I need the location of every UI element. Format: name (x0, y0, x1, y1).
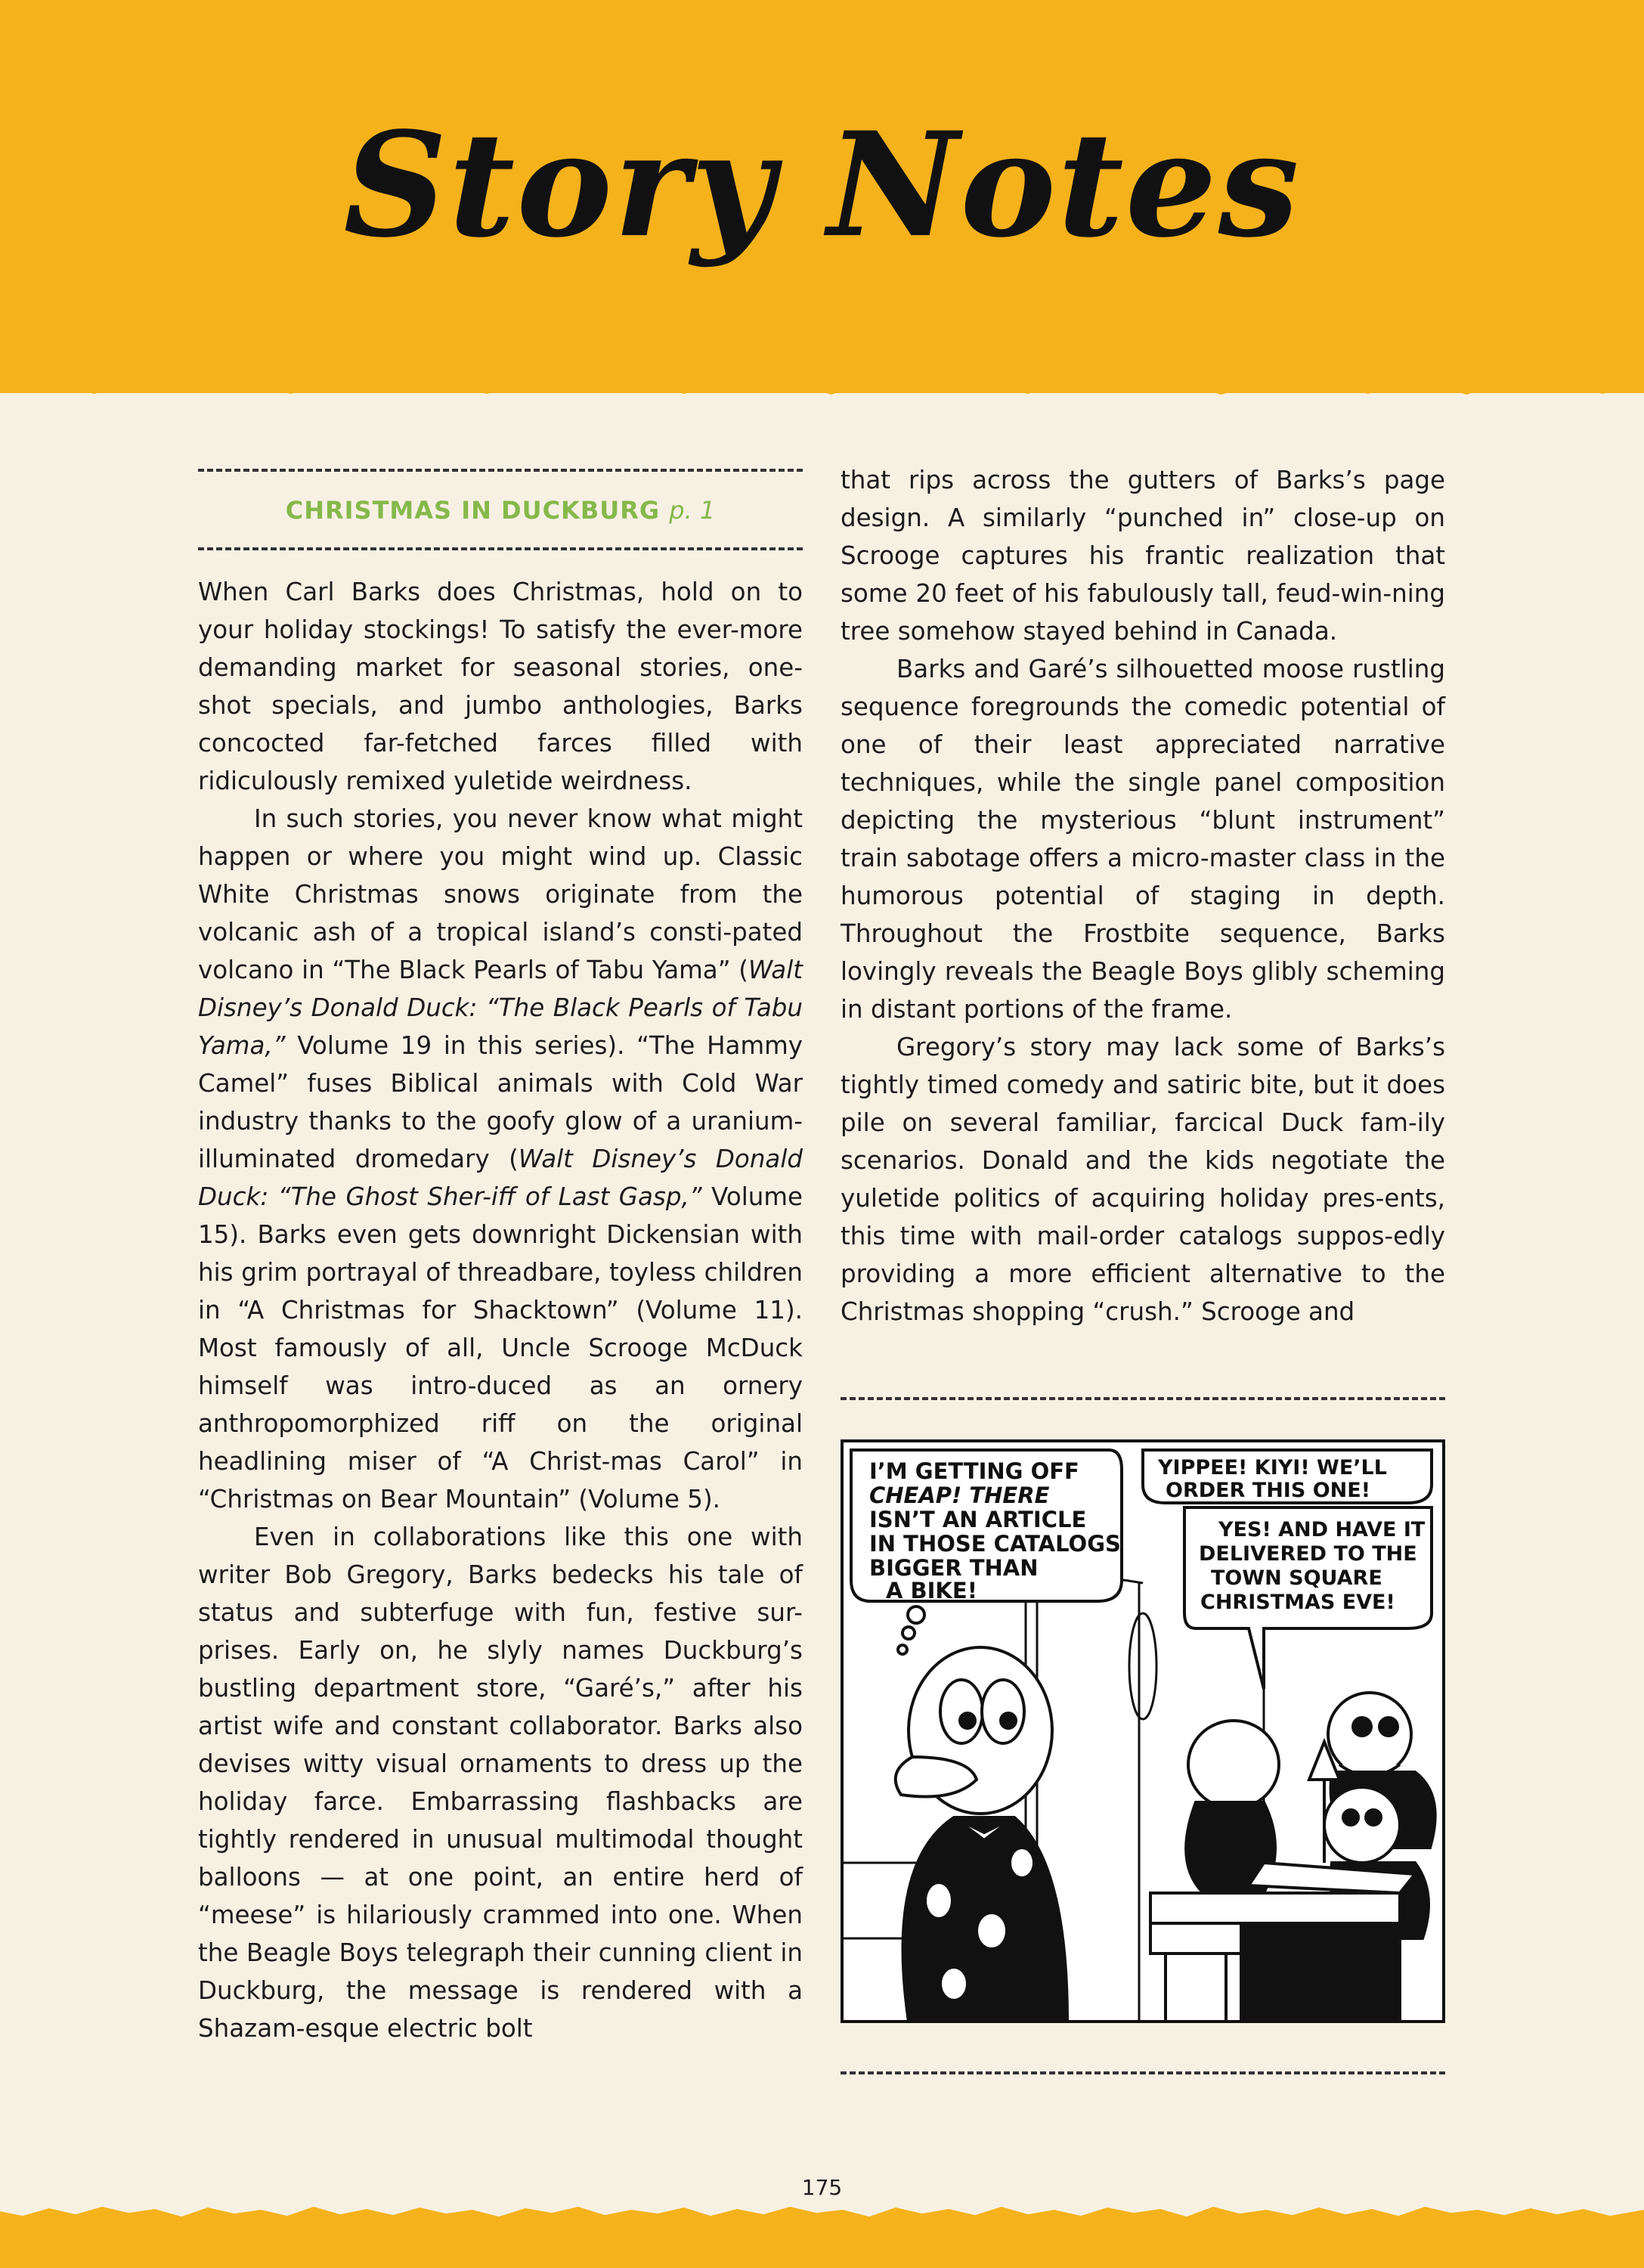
paragraph: In such stories, you never know what might happen or where you might wind up. Classic White Christmas snows originate from the volcanic ash of a tropical island’s consti-pated volcano in “The Black Pearls of Tabu Yama” (Walt Disney’s Donald Duck: “The Black Pearls of Tabu Yama,” Volume 19 in this series). “The Hammy Camel” fuses Biblical animals with Cold War industry thanks to the goofy glow of a uranium-illuminated dromedary (Walt Disney’s Donald Duck: “The Ghost Sher-iff of Last Gasp,” Volume 15). Barks even gets downright Dickensian with his grim portrayal of threadbare, toyless children in “A Christmas for Shacktown” (Volume 11). Most famously of all, Uncle Scrooge McDuck himself was intro-duced as an ornery anthropomorphized riff on the original headlining miser of “A Christ-mas Carol” in “Christmas on Bear Mountain” (Volume 5). (198, 804, 803, 1514)
section-heading (198, 472, 803, 547)
nephews-speech-line: ORDER THIS ONE! (1166, 1479, 1371, 1502)
nephews-speech-line: CHRISTMAS EVE! (1200, 1591, 1395, 1614)
donald-thought-line: I’M GETTING OFF (869, 1458, 1079, 1484)
page-title: Story Notes (343, 101, 1301, 269)
header-torn-edge (0, 344, 1644, 404)
nephews-speech-line: YES! AND HAVE IT (1218, 1518, 1426, 1541)
paragraph: Even in collaborations like this one with writer Bob Gregory, Barks bedecks his tale of status and subterfuge with fun, festive sur-prises. Early on, he slyly names Duckburg’s bustling department store, “Garé’s,” after his artist wife and constant collaborator. Barks also devises witty visual ornaments to dress up the holiday farce. Embarrassing flashbacks are tightly rendered in unusual multimodal thought balloons — at one point, an entire herd of “meese” is hilariously crammed into one. When the Beagle Boys telegraph their cunning client in Duckburg, the message is rendered with a Shazam-esque electric bolt (198, 1523, 803, 2043)
footer-band (0, 2219, 1644, 2268)
right-column (841, 461, 1445, 1331)
section-page-ref: p. 1 (669, 496, 716, 525)
donald-thought-line: A BIKE! (886, 1578, 977, 1603)
left-column (198, 469, 803, 2047)
nephews-speech-line: YIPPEE! KIYI! WE’LL (1158, 1456, 1387, 1479)
section-title: CHRISTMAS IN DUCKBURG (285, 496, 661, 525)
nephews-speech-line: TOWN SQUARE (1211, 1566, 1382, 1590)
donald-thought-line: BIGGER THAN (869, 1555, 1039, 1581)
donald-thought-line: CHEAP! THERE (869, 1483, 1050, 1508)
section-rule-bottom (198, 547, 803, 550)
comic-panel (841, 1439, 1445, 2023)
page-number: 175 (801, 2175, 843, 2200)
comic-figure (841, 1397, 1445, 1614)
nephews-speech-line: DELIVERED TO THE (1199, 1542, 1417, 1566)
donald-thought-line: ISN’T AN ARTICLE (869, 1507, 1087, 1532)
figure-rule-top (841, 1397, 1445, 1400)
figure-rule-bottom (841, 2071, 1445, 2074)
paragraph: When Carl Barks does Christmas, hold on to your holiday stockings! To satisfy the ever-more demanding market for seasonal stories, one-shot specials, and jumbo anthologies, Barks concocted far-fetched farces filled with ridiculously remixed yuletide weirdness. (198, 578, 803, 795)
paragraph: that rips across the gutters of Barks’s page design. A similarly “punched in” close-up on Scrooge captures his frantic realization that some 20 feet of his fabulously tall, feud-win-ning tree somehow stayed behind in Canada. (841, 466, 1445, 646)
paragraph: Barks and Garé’s silhouetted moose rustling sequence foregrounds the comedic potential of one of their least appreciated narrative techniques, while the single panel composition depicting the mysterious “blunt instrument” train sabotage offers a micro-master class in the humorous potential of staging in depth. Throughout the Frostbite sequence, Barks lovingly reveals the Beagle Boys glibly scheming in distant portions of the frame. (841, 655, 1445, 1024)
paragraph: Gregory’s story may lack some of Barks’s tightly timed comedy and satiric bite, but it does pile on several familiar, farcical Duck fam-ily scenarios. Donald and the kids negotiate the yuletide politics of acquiring holiday pres-ents, this time with mail-order catalogs suppos-edly providing a more efficient alternative to the Christmas shopping “crush.” Scrooge and (841, 1033, 1445, 1326)
donald-thought-line: IN THOSE CATALOGS (869, 1531, 1121, 1557)
